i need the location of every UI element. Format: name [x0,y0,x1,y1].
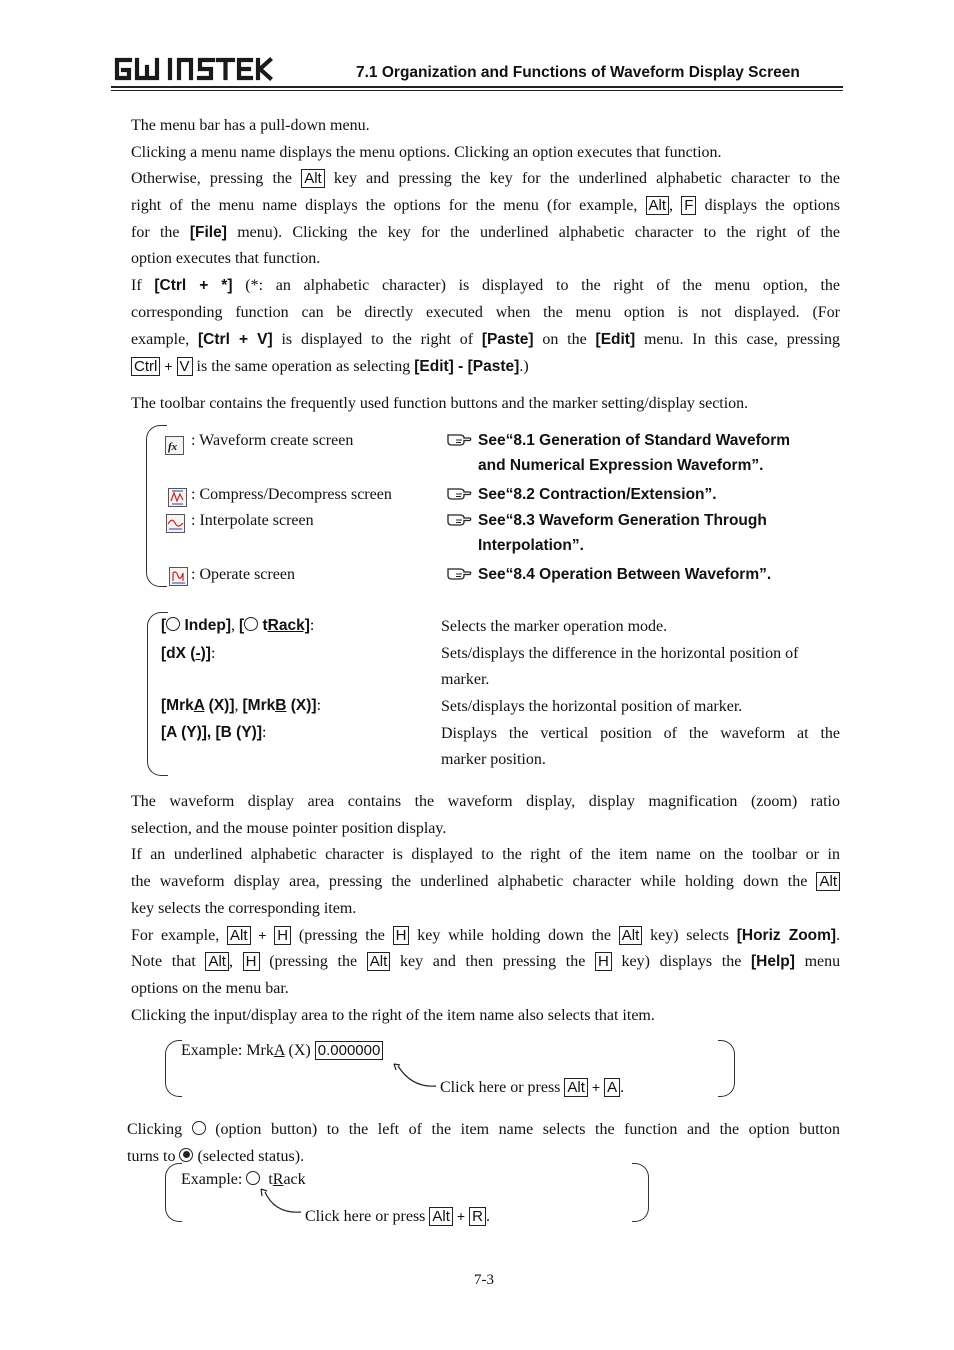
radio-unselected-icon [244,617,258,631]
marker-brace [147,612,168,776]
option-button-paragraph: Clicking (option button) to the left of the item name selects the function and the option button turns to (selected status). [127,1121,841,1165]
example1-brace-left [165,1040,182,1097]
marker-desc: marker. [441,671,490,688]
text-line: Clicking a menu name displays the menu options. Clicking an option executes that function. [131,143,722,161]
text-line: corresponding function can be directly executed when the menu option is not displayed. (For [131,303,840,321]
text-line: Otherwise, pressing the Alt key and pressing the key for the underlined alphabetic character to the [131,170,841,188]
operate-icon [169,567,188,586]
marker-mode-items: [ Indep], [ tRack]: [161,617,315,634]
example1-hint: Click here or press Alt + A . [440,1079,625,1096]
alt-key: Alt [816,872,840,891]
marker-desc: Selects the marker operation mode. [441,618,668,635]
text-line: If an underlined alphabetic character is displayed to the right of the item name on the toolbar or in [131,846,840,864]
f-key: F [681,196,696,215]
see-reference: See“8.3 Waveform Generation Through [446,511,767,530]
section-title: 7.1 Organization and Functions of Waveform Display Screen [356,64,800,81]
r-key: R [469,1207,486,1226]
text-line: The waveform display area contains the waveform display, display magnification (zoom) ratio [131,793,840,810]
pointing-hand-icon [446,485,472,501]
text-line: for the [File] menu). Clicking the key for the underlined alphabetic character to the right of the [131,223,841,241]
text-line: the waveform display area, pressing the underlined alphabetic character while holding down the Alt [131,869,840,896]
toolbar-item-label: : Interpolate screen [191,512,314,529]
mrk-items: [MrkA (X)], [MrkB (X)]: [161,697,322,714]
dx-item: [dX (-)]: [161,645,216,662]
track-radio-button[interactable] [246,1171,260,1185]
see-reference-cont: Interpolation”. [478,537,584,554]
text-line: right of the menu name displays the options for the menu (for example, Alt , F displays the options [131,197,841,215]
company-logo [112,55,274,83]
toolbar-item-label: : Waveform create screen [191,432,354,449]
pointer-arrow [390,1060,440,1090]
ctrl-key: Ctrl [131,357,160,376]
toolbar-item-label: : Compress/Decompress screen [191,486,392,503]
see-reference: See“8.2 Contraction/Extension”. [446,485,717,504]
example2-label: Example: tRack [181,1171,306,1188]
text-line: Ctrl + V is the same operation as selecting [Edit] - [Paste].) [131,353,840,380]
text-line: Note that Alt , H (pressing the Alt key and then pressing the H key) displays the [Help] menu [131,953,841,971]
a-key: A [604,1078,620,1097]
pointing-hand-icon [446,511,472,527]
marker-desc: Sets/displays the difference in the horizontal position of [441,645,799,662]
example2-hint: Click here or press Alt + R . [305,1208,490,1225]
text-line: If [Ctrl + *] (*: an alphabetic character) is displayed to the right of the menu option, the [131,277,841,295]
header-rule-thin [111,90,843,91]
example2-brace-left [165,1163,182,1222]
toolbar-paragraph: The toolbar contains the frequently used function buttons and the marker setting/display section. [131,395,749,412]
marker-desc: Displays the vertical position of the waveform at the [441,725,840,742]
pointer-arrow [257,1186,307,1218]
text-line: The menu bar has a pull-down menu. [131,117,370,134]
waveform-create-icon [165,436,184,455]
text-line: options on the menu bar. [131,979,289,997]
example2-brace-right [632,1163,649,1222]
h-key: H [274,926,291,945]
text-line: Clicking the input/display area to the right of the item name also selects that item. [131,1006,655,1024]
toolbar-item-label: : Operate screen [191,566,295,583]
see-reference: See“8.4 Operation Between Waveform”. [446,565,771,584]
pointing-hand-icon [446,565,472,581]
example1-label: Example: MrkA (X) 0.000000 [181,1041,383,1060]
text-line: example, [Ctrl + V] is displayed to the right of [Paste] on the [Edit] menu. In this case, pressing [131,330,841,348]
alt-key: Alt [301,169,325,188]
header-rule [111,86,843,88]
v-key: V [177,357,193,376]
pointing-hand-icon [446,431,472,447]
ay-by-items: [A (Y)], [B (Y)]: [161,724,267,741]
text-line: For example, Alt + H (pressing the H key while holding down the Alt key) selects [Horiz Zoom]. [131,927,841,945]
radio-unselected-icon [166,617,180,631]
text-line: selection, and the mouse pointer position display. [131,819,447,837]
toolbar-brace [146,425,167,587]
file-menu-ref: [File] [189,223,227,241]
text-line: option executes that function. [131,250,321,268]
marker-desc: Sets/displays the horizontal position of marker. [441,698,743,715]
svg-text:fx: fx [168,441,178,453]
compress-icon [168,488,187,507]
text-line: key selects the corresponding item. [131,899,357,917]
page-number: 7-3 [474,1272,494,1288]
interpolate-icon [166,514,185,533]
example1-brace-right [718,1040,735,1097]
mrka-value-field[interactable]: 0.000000 [315,1041,384,1060]
radio-unselected-icon [192,1121,206,1135]
see-reference: See“8.1 Generation of Standard Waveform [446,431,790,450]
alt-key: Alt [646,196,670,215]
waveform-area-paragraph [131,789,840,1029]
see-reference-cont: and Numerical Expression Waveform”. [478,457,764,474]
marker-desc: marker position. [441,751,546,768]
menu-bar-paragraph [131,113,840,380]
ctrl-shortcut-ref: [Ctrl + *] [154,277,233,295]
radio-selected-icon [179,1148,193,1162]
